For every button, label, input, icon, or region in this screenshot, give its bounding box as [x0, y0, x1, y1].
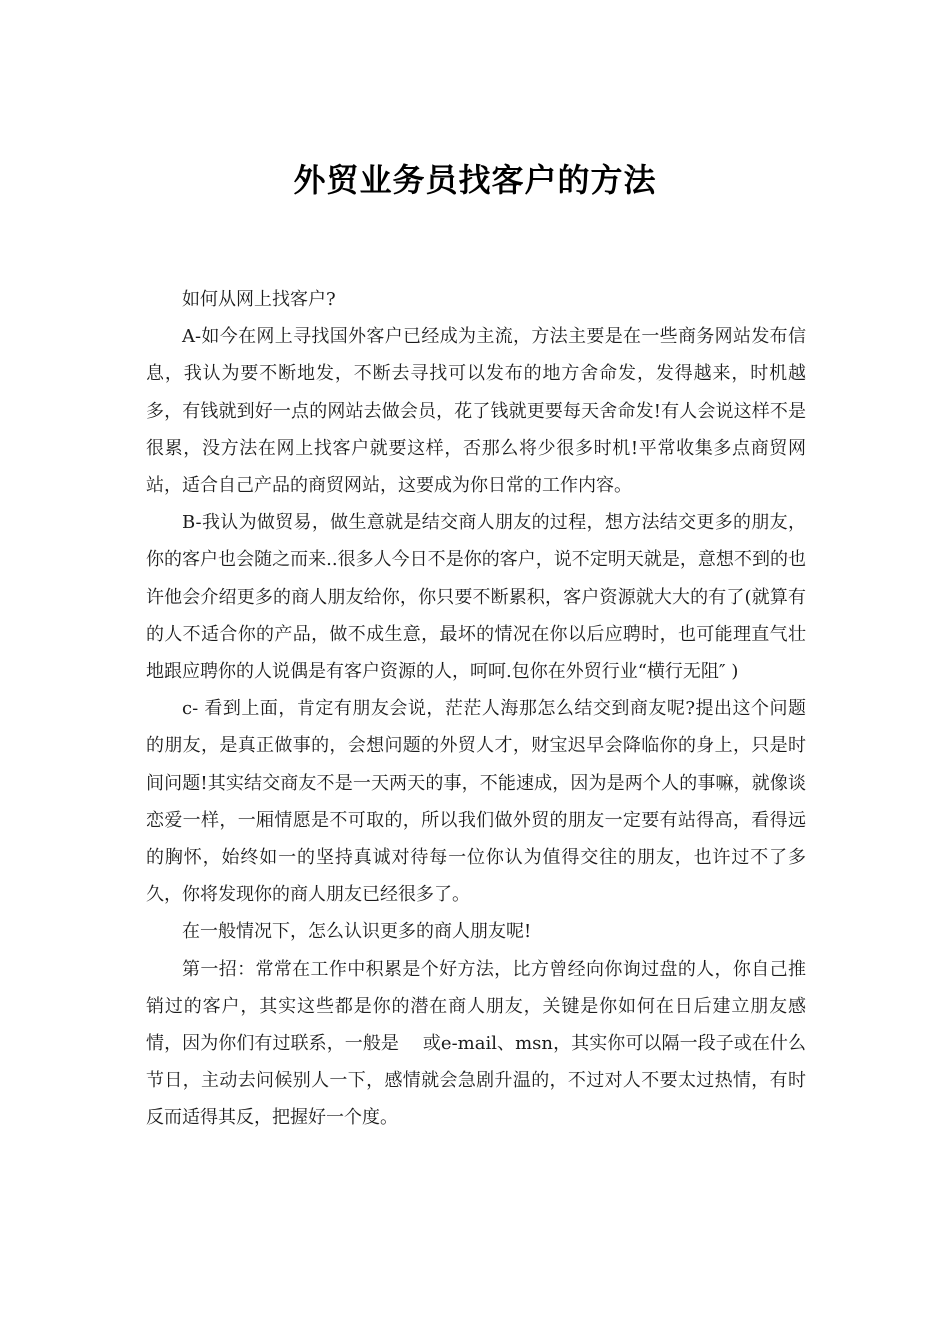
document-title: 外贸业务员找客户的方法 [293, 161, 657, 199]
paragraph-a: A-如今在网上寻找国外客户已经成为主流，方法主要是在一些商务网站发布信息，我认为要不断地发，不断去寻找可以发布的地方舍命发，发得越来，时机越多，有钱就到好一点的网站去做会员，花了钱就更要每天舍命发!有人会说这样不是很累，没方法在网上找客户就要这样，否那么将少很多时机!平常收集多点商贸网站，适合自己产品的商贸网站，这要成为你日常的工作内容。 [146, 326, 806, 497]
document-body [146, 281, 806, 1137]
paragraph-general: 在一般情况下，怎么认识更多的商人朋友呢! [182, 921, 532, 943]
paragraph-first-tip: 第一招：常常在工作中积累是个好方法，比方曾经向你询过盘的人，你自己推销过的客户，其实这些都是你的潜在商人朋友，关键是你如何在日后建立朋友感情，因为你们有过联系，一般是 或e-mail、msn，其实你可以隔一段子或在什么节日，主动去问候别人一下，感情就会急剧升温的，不过对人不要太过热情，有时反而适得其反，把握好一个度。 [146, 958, 806, 1129]
paragraph-question: 如何从网上找客户? [182, 289, 336, 310]
paragraph-c: c- 看到上面，肯定有朋友会说，茫茫人海那怎么结交到商友呢?提出这个问题的朋友，是真正做事的，会想问题的外贸人才，财宝迟早会降临你的身上，只是时间问题!其实结交商友不是一天两天的事，不能速成，因为是两个人的事嘛，就像谈恋爱一样，一厢情愿是不可取的，所以我们做外贸的朋友一定要有站得高，看得远的胸怀，始终如一的坚持真诚对待每一位你认为值得交往的朋友，也许过不了多久，你将发现你的商人朋友已经很多了。 [146, 698, 806, 906]
paragraph-b: B-我认为做贸易，做生意就是结交商人朋友的过程，想方法结交更多的朋友，你的客户也会随之而来..很多人今日不是你的客户，说不定明天就是，意想不到的也许他会介绍更多的商人朋友给你，你只要不断累积，客户资源就大大的有了(就算有的人不适合你的产品，做不成生意，最坏的情况在你以后应聘时，也可能理直气壮地跟应聘你的人说偶是有客户资源的人，呵呵.包你在外贸行业“横行无阻″ ) [146, 512, 806, 683]
